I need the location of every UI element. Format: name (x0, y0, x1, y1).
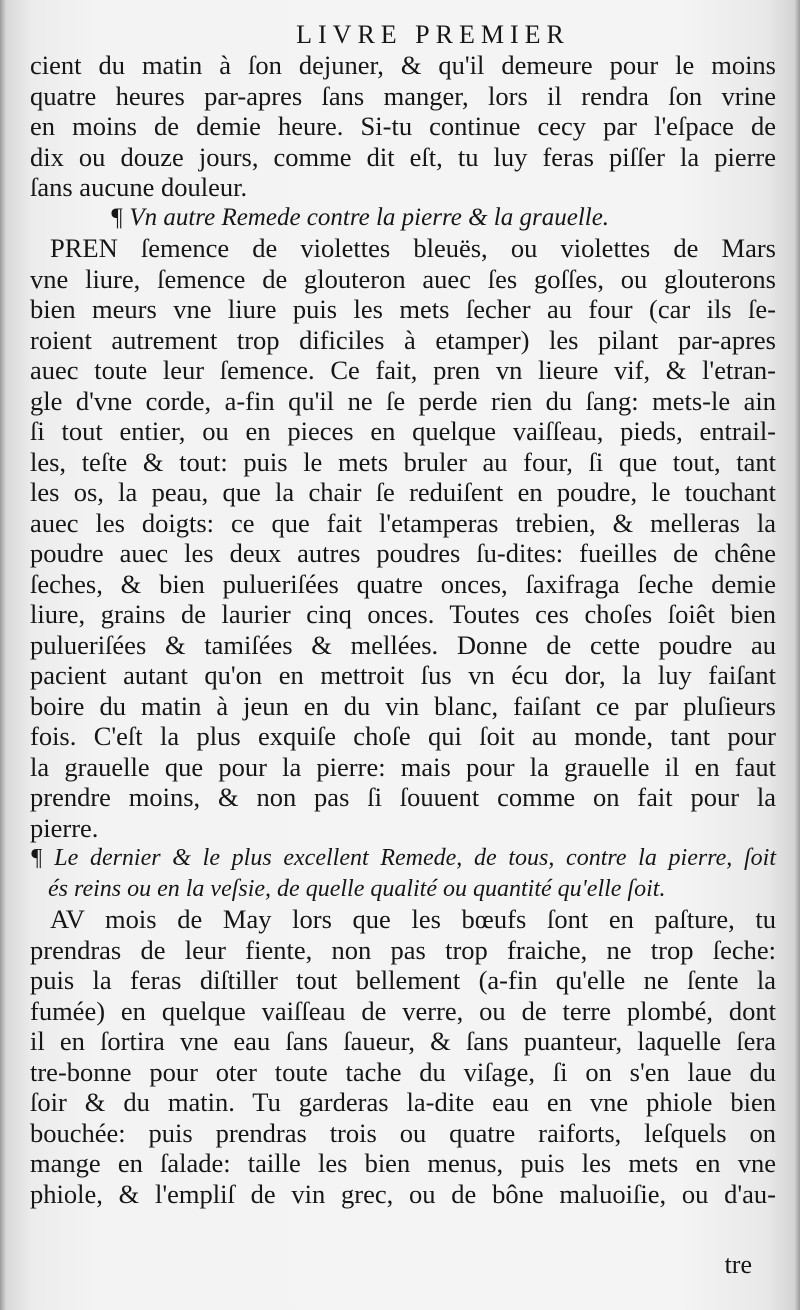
text-line: poudre auec les deux autres poudres ſu-dites: fueilles de chêne (30, 538, 776, 568)
heading-line: ¶ Le dernier & le plus excellent Remede, de tous, contre la pierre, ſoit (30, 845, 776, 871)
paragraph-3 (30, 904, 776, 1209)
text-line: PREN ſemence de violettes bleuës, ou violettes de Mars (50, 233, 776, 263)
text-line: mange en ſalade: taille les bien menus, puis les mets en vne (30, 1148, 776, 1178)
paragraph-2 (30, 233, 776, 843)
text-line: cient du matin à ſon dejuner, & qu'il demeure pour le moins (30, 50, 776, 80)
text-line: puis la feras diſtiller tout bellement (a-fin qu'elle ne ſente la (30, 965, 776, 995)
paragraph-1 (30, 50, 776, 203)
text-line: pacient autant qu'on en mettroit ſus vn écu dor, la luy faiſant (30, 660, 776, 690)
text-line: les os, la peau, que la chair ſe reduiſent en poudre, le touchant (30, 477, 776, 507)
text-line: liure, grains de laurier cinq onces. Toutes ces choſes ſoiêt bien (30, 599, 776, 629)
running-title: LIVRE PREMIER (296, 20, 570, 49)
text-line: en moins de demie heure. Si-tu continue cecy par l'eſpace de (30, 111, 776, 141)
left-page-edge (0, 0, 6, 1310)
text-line: bien meurs vne liure puis les mets ſecher au four (car ils ſe- (30, 294, 776, 324)
text-line: phiole, & l'empliſ de vin grec, ou de bône maluoiſie, ou d'au- (30, 1178, 776, 1209)
remedy-heading-1: ¶ Vn autre Remede contre la pierre & la grauelle. (110, 203, 610, 231)
text-line: ſi tout entier, ou en pieces en quelque vaiſſeau, pieds, entrail- (30, 416, 776, 446)
text-line: fois. C'eſt la plus exquiſe choſe qui ſoit au monde, tant pour (30, 721, 776, 751)
catchword: tre (724, 1250, 752, 1279)
text-line: prendras de leur fiente, non pas trop fraiche, ne trop ſeche: (30, 934, 776, 965)
text-line: fumée) en quelque vaiſſeau de verre, ou de terre plombé, dont (30, 995, 776, 1026)
text-line: les, teſte & tout: puis le mets bruler au four, ſi que tout, tant (30, 446, 776, 477)
text-line: vne liure, ſemence de glouteron auec ſes goſſes, ou glouterons (30, 263, 776, 294)
text-line: prendre moins, & non pas ſi ſouuent comme on fait pour la (30, 782, 776, 812)
text-block (30, 20, 776, 1209)
text-line: ſans aucune douleur. (30, 172, 248, 202)
text-line: pierre. (30, 812, 99, 843)
text-line: auec toute leur ſemence. Ce fait, pren vn lieure vif, & l'etran- (30, 355, 776, 385)
text-line: quatre heures par-apres ſans manger, lors il rendra ſon vrine (30, 80, 776, 111)
text-line: boire du matin à jeun en du vin blanc, faiſant ce par pluſieurs (30, 690, 776, 721)
right-page-edge (794, 0, 800, 1310)
text-line: pulueriſées & tamiſées & mellées. Donne de cette poudre au (30, 629, 776, 660)
text-line: il en ſortira vne eau ſans ſaueur, & ſans puanteur, laquelle ſera (30, 1026, 776, 1056)
text-line: tre-bonne pour oter toute tache du viſage, ſi on s'en laue du (30, 1056, 776, 1087)
text-line: bouchée: puis prendras trois ou quatre raiforts, leſquels on (30, 1117, 776, 1148)
text-line: la grauelle que pour la pierre: mais pour la grauelle il en faut (30, 751, 776, 782)
remedy-heading-2 (30, 843, 776, 904)
text-line: gle d'vne corde, a-fin qu'il ne ſe perde rien du ſang: mets-le ain (30, 385, 776, 416)
text-line: roient autrement trop dificiles à etamper) les pilant par-apres (30, 324, 776, 355)
text-line: AV mois de May lors que les bœufs ſont en paſture, tu (50, 904, 776, 934)
text-line: dix ou douze jours, comme dit eſt, tu luy feras piſſer la pierre (30, 141, 776, 172)
text-line: ſeches, & bien pulueriſées quatre onces, ſaxifraga ſeche demie (30, 568, 776, 599)
heading-line: és reins ou en la veſsie, de quelle qualité ou quantité qu'elle ſoit. (48, 875, 666, 902)
text-line: auec les doigts: ce que fait l'etamperas trebien, & melleras la (30, 507, 776, 538)
text-line: ſoir & du matin. Tu garderas la-dite eau en vne phiole bien (30, 1087, 776, 1117)
